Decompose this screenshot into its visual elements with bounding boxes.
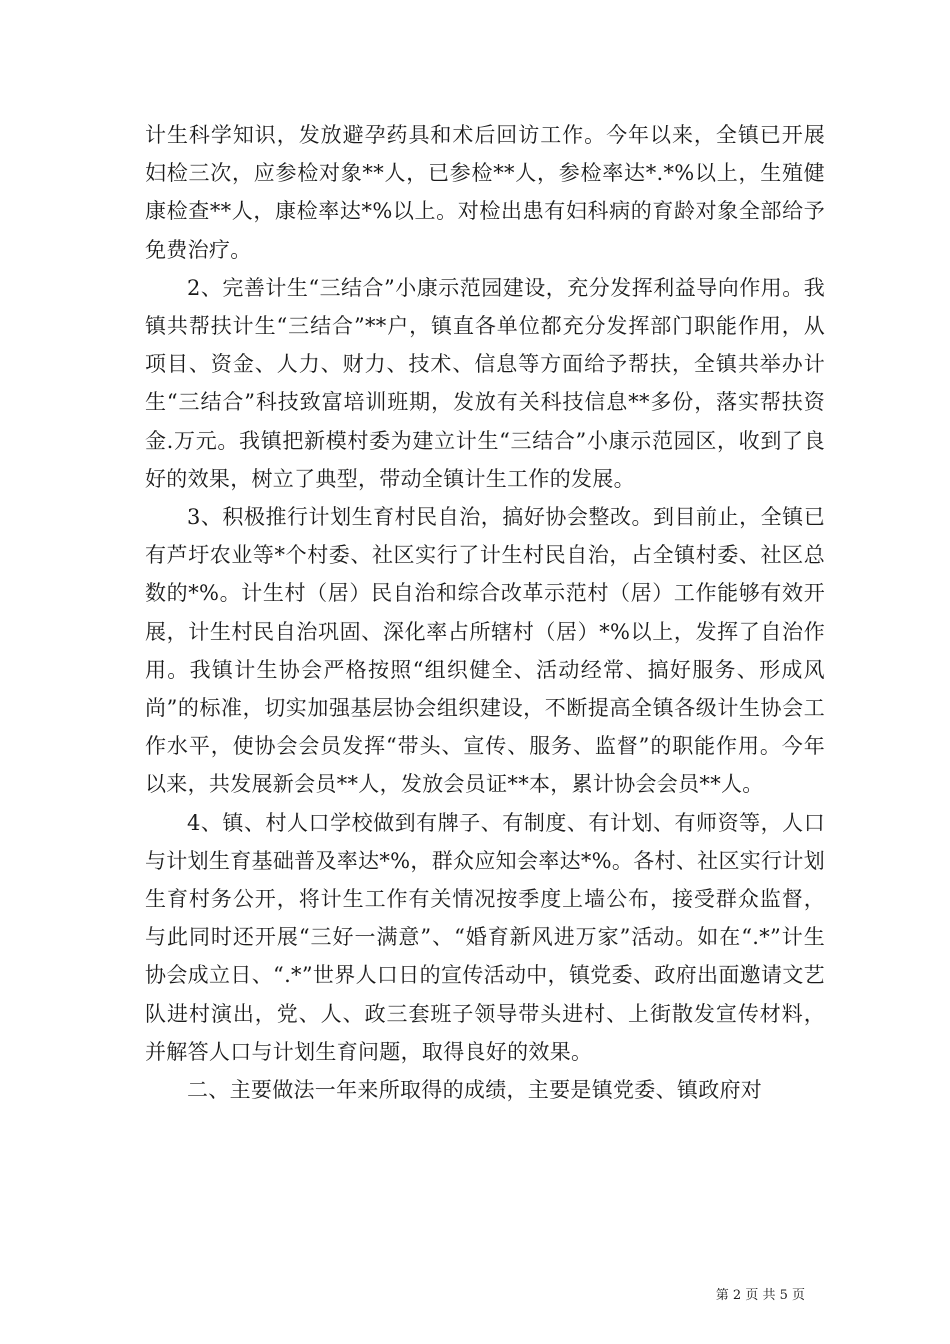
paragraph-continuation: 计生科学知识，发放避孕药具和术后回访工作。今年以来，全镇已开展妇检三次，应参检对象**人，已参检**人，参检率达*.*%以上，生殖健康检查**人，康检率达*%以上。对检出患有妇科病的育龄对象全部给予免费治疗。 <box>145 123 825 262</box>
paragraph-section-2: 二、主要做法一年来所取得的成绩，主要是镇党委、镇政府对 <box>187 1078 763 1103</box>
document-body <box>145 116 825 1109</box>
page-number-footer: 第 2 页 共 5 页 <box>715 1288 805 1303</box>
paragraph-item-3: 3、积极推行计划生育村民自治，搞好协会整改。到目前止，全镇已有芦圩农业等*个村委、社区实行了计生村民自治，占全镇村委、社区总数的*%。计生村（居）民自治和综合改革示范村（居）工作能够有效开展，计生村民自治巩固、深化率占所辖村（居）*%以上，发挥了自治作用。我镇计生协会严格按照“组织健全、活动经常、搞好服务、形成风尚”的标准，切实加强基层协会组织建设，不断提高全镇各级计生协会工作水平，使协会会员发挥“带头、宣传、服务、监督”的职能作用。今年以来，共发展新会员**人，发放会员证**本，累计协会会员**人。 <box>145 505 825 797</box>
paragraph-item-2: 2、完善计生“三结合”小康示范园建设，充分发挥利益导向作用。我镇共帮扶计生“三结合”**户，镇直各单位都充分发挥部门职能作用，从项目、资金、人力、财力、技术、信息等方面给予帮扶，全镇共举办计生“三结合”科技致富培训班期，发放有关科技信息**多份，落实帮扶资金.万元。我镇把新模村委为建立计生“三结合”小康示范园区，收到了良好的效果，树立了典型，带动全镇计生工作的发展。 <box>145 275 825 491</box>
paragraph-item-4: 4、镇、村人口学校做到有牌子、有制度、有计划、有师资等，人口与计划生育基础普及率达*%，群众应知会率达*%。各村、社区实行计划生育村务公开，将计生工作有关情况按季度上墙公布，接受群众监督，与此同时还开展“三好一满意”、“婚育新风进万家”活动。如在“.*”计生协会成立日、“.*”世界人口日的宣传活动中，镇党委、政府出面邀请文艺队进村演出，党、人、政三套班子领导带头进村、上街散发宣传材料，并解答人口与计划生育问题，取得良好的效果。 <box>145 810 825 1064</box>
